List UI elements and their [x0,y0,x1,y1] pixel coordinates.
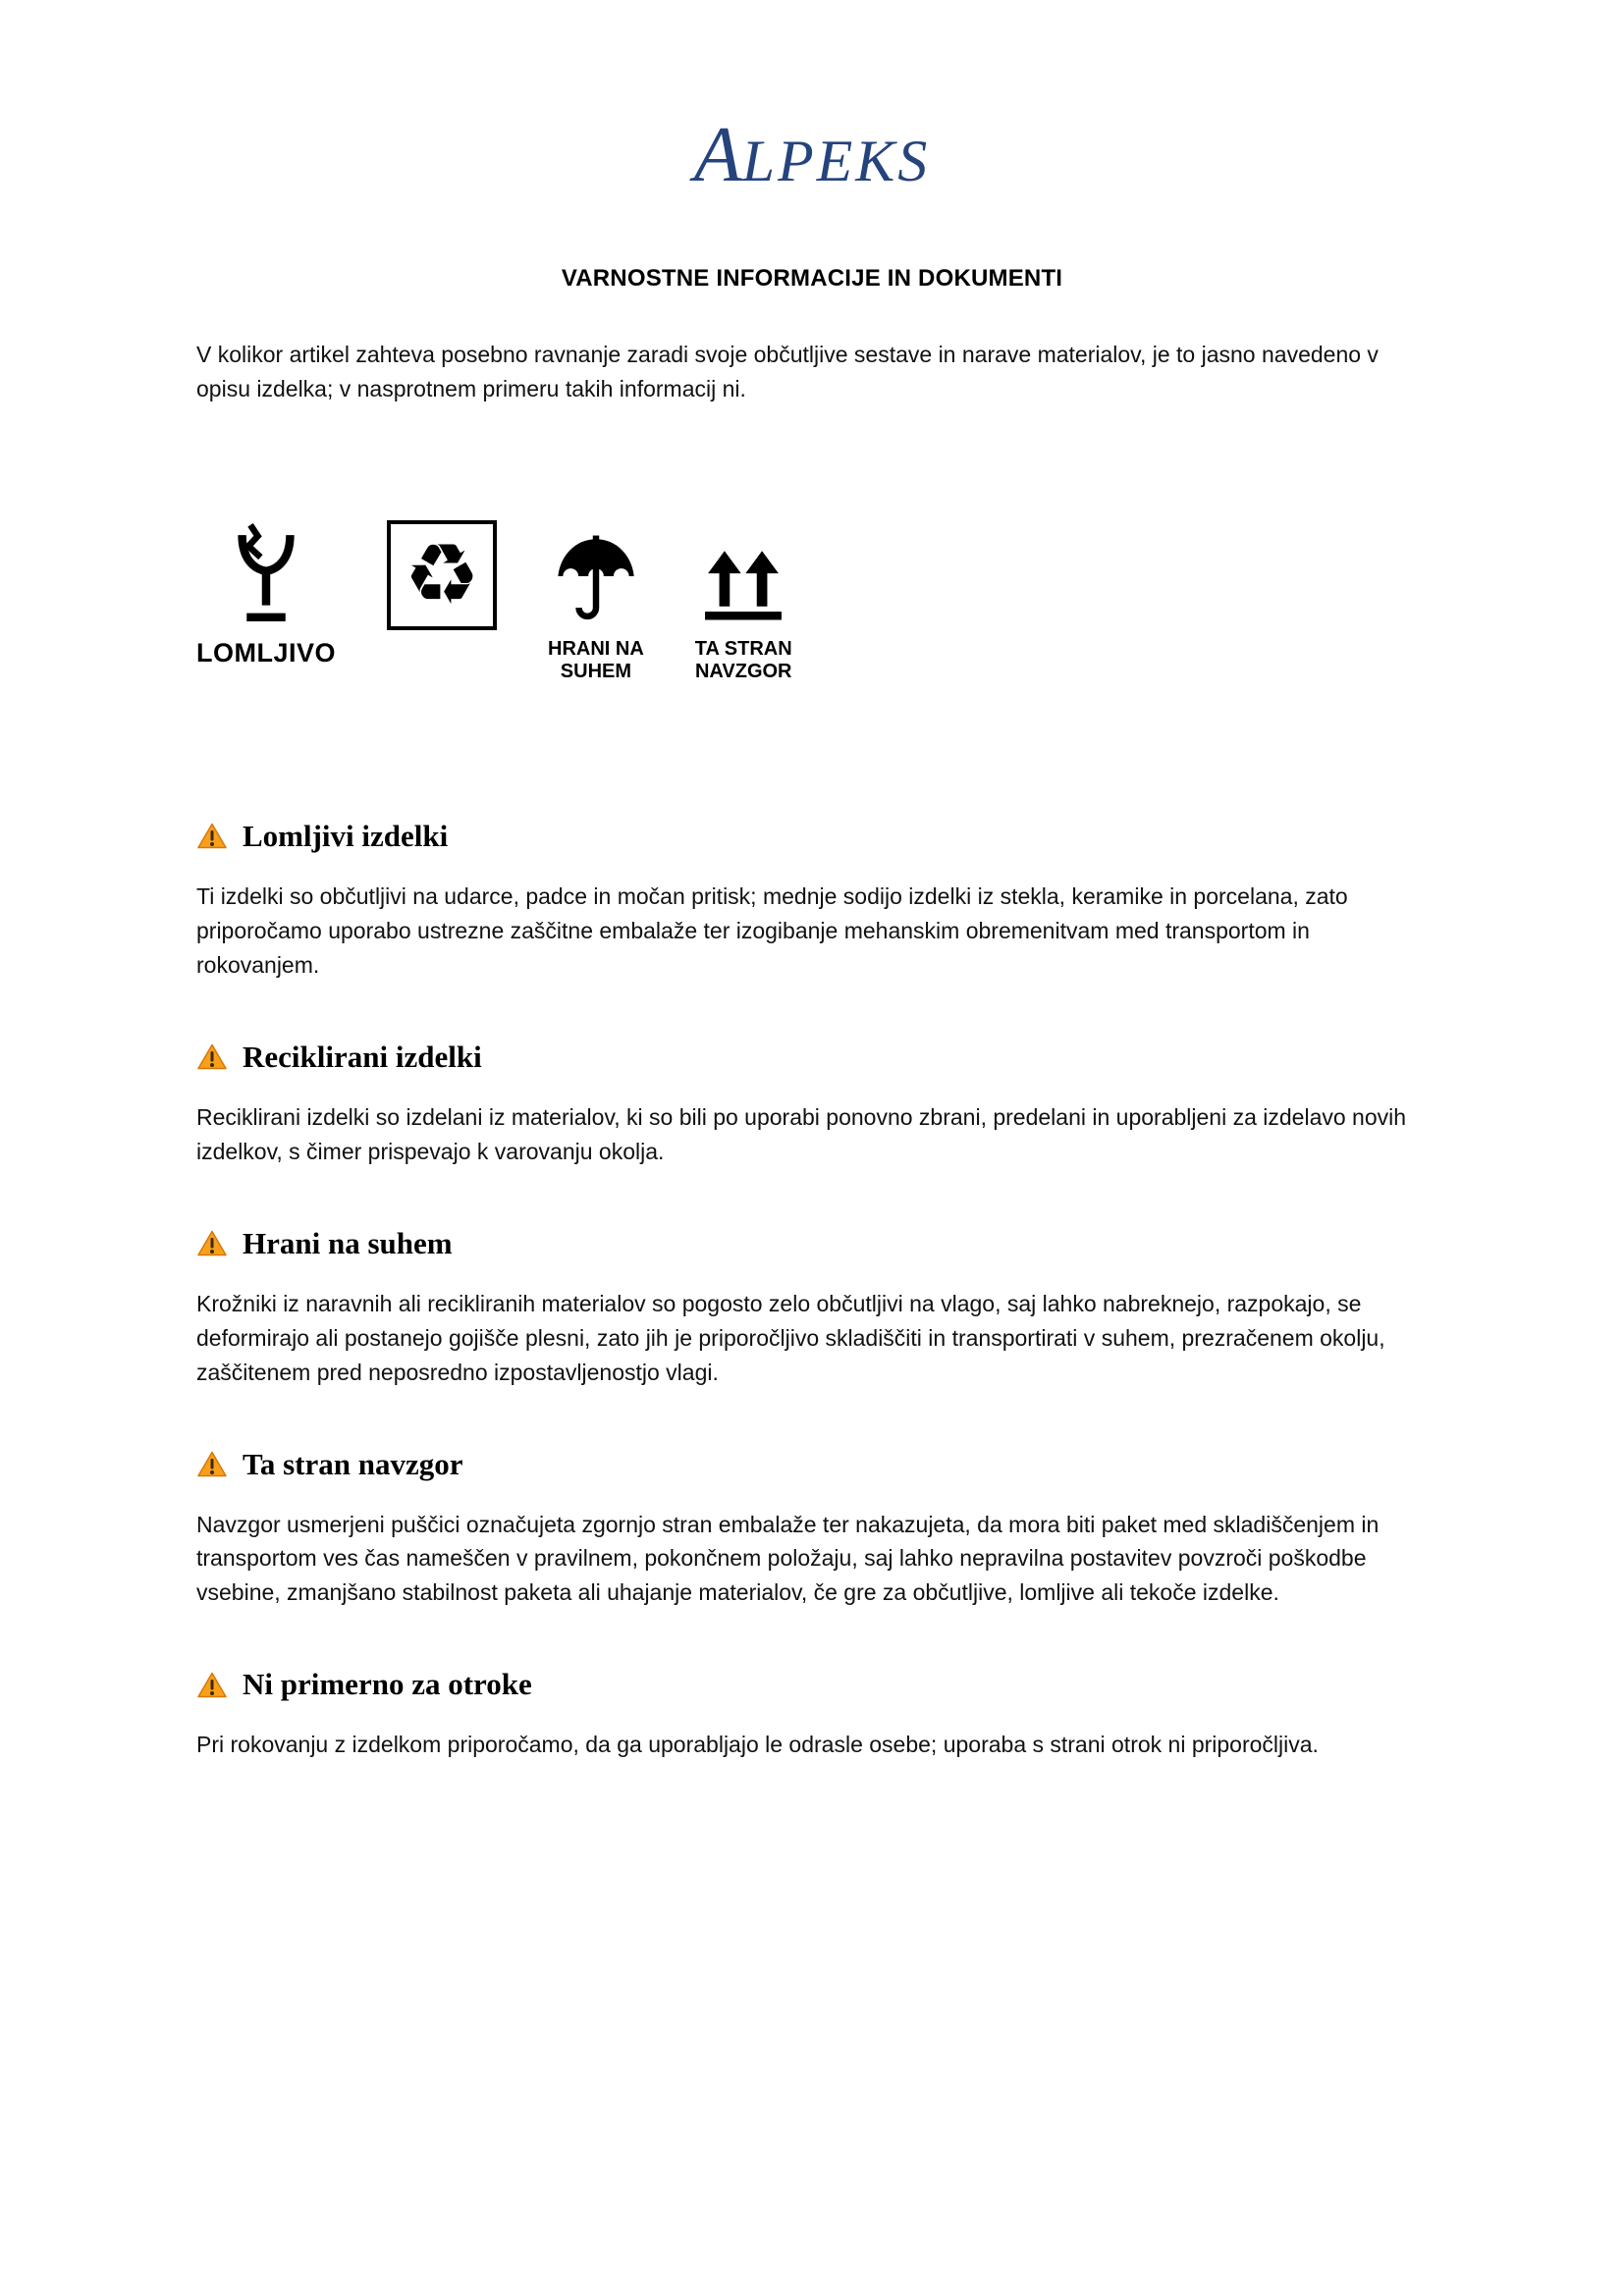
section-body: Pri rokovanju z izdelkom priporočamo, da ga uporabljajo le odrasle osebe; uporaba s strani otrok ni priporočljiva. [196,1732,1319,1758]
section-not-for-children [196,1667,1428,1762]
symbol-fragile [196,501,336,668]
section-body: Krožniki iz naravnih ali recikliranih materialov so pogosto zelo občutljivi na vlago, saj lahko nabreknejo, razpokajo, se deformirajo ali postanejo gojišče plesni, zato jih je priporočljivo skladiščiti in transportirati v suhem, prezračenem okolju, zaščitenem pred neposredno izpostavljenostjo vlagi. [196,1290,1385,1385]
section-heading [196,1040,1428,1075]
section-recycled-products [196,1040,1428,1169]
section-heading [196,1667,1428,1702]
warning-icon [196,1450,228,1478]
symbol-this-side-up [695,501,792,683]
keep-dry-label-line1: HRANI NA [548,637,644,660]
section-heading-text: Reciklirani izdelki [243,1039,482,1074]
section-heading-text: Ta stran navzgor [243,1446,463,1481]
section-this-side-up [196,1447,1428,1611]
this-side-up-label-line1: TA STRAN [694,637,792,660]
section-fragile-products [196,819,1428,983]
recycling-glyph: ♻ [404,525,480,624]
symbol-keep-dry [548,501,644,683]
warning-icon [196,1042,228,1071]
warning-icon [196,822,228,850]
fragile-label: LOMLJIVO [196,637,337,667]
packaging-symbols-row [196,501,1428,683]
keep-dry-label-line2: SUHEM [560,660,632,682]
intro-paragraph: V kolikor artikel zahteva posebno ravnanje zaradi svoje občutljive sestave in narave materialov, je to jasno navedeno v opisu izdelka; v nasprotnem primeru takih informacij ni. [196,342,1379,401]
umbrella-icon [551,501,641,630]
info-sections [196,819,1428,1762]
section-body: Reciklirani izdelki so izdelani iz materialov, ki so bili po uporabi ponovno zbrani, predelani in uporabljeni za izdelavo novih izdelkov, s čimer prispevajo k varovanju okolja. [196,1103,1407,1164]
this-side-up-label [695,638,792,683]
section-body: Ti izdelki so občutljivi na udarce, padce in močan pritisk; mednje sodijo izdelki iz stekla, keramike in porcelana, zato priporočamo uporabo ustrezne zaščitne embalaže ter izogibanje mehanskim obremenitvam med transportom in rokovanjem. [196,882,1348,978]
broken-glass-icon [220,501,312,630]
alpeks-logo [196,112,1428,198]
recycling-icon [387,501,497,630]
section-heading [196,819,1428,854]
arrows-up-icon [702,501,785,630]
section-heading-text: Hrani na suhem [243,1225,453,1260]
logo-rest: LPEKS [741,129,931,193]
warning-icon [196,1671,228,1699]
keep-dry-label [548,638,644,683]
logo-first-letter: A [693,112,742,198]
recycling-box-border [387,520,497,630]
warning-icon [196,1229,228,1257]
section-keep-dry [196,1226,1428,1390]
section-heading [196,1226,1428,1261]
section-heading-text: Ni primerno za otroke [243,1667,532,1702]
section-heading [196,1447,1428,1482]
section-body: Navzgor usmerjeni puščici označujeta zgornjo stran embalaže ter nakazujeta, da mora biti paket med skladiščenjem in transportom ves čas nameščen v pravilnem, pokončnem položaju, saj lahko nepravilna postavitev povzroči poškodbe vsebine, zmanjšano stabilnost paketa ali uhajanje materialov, če gre za občutljive, lomljive ali tekoče izdelke. [196,1511,1380,1606]
this-side-up-label-line2: NAVZGOR [694,660,792,682]
page-title: VARNOSTNE INFORMACIJE IN DOKUMENTI [561,265,1063,292]
symbol-recycle [387,501,497,638]
section-heading-text: Lomljivi izdelki [243,818,449,853]
